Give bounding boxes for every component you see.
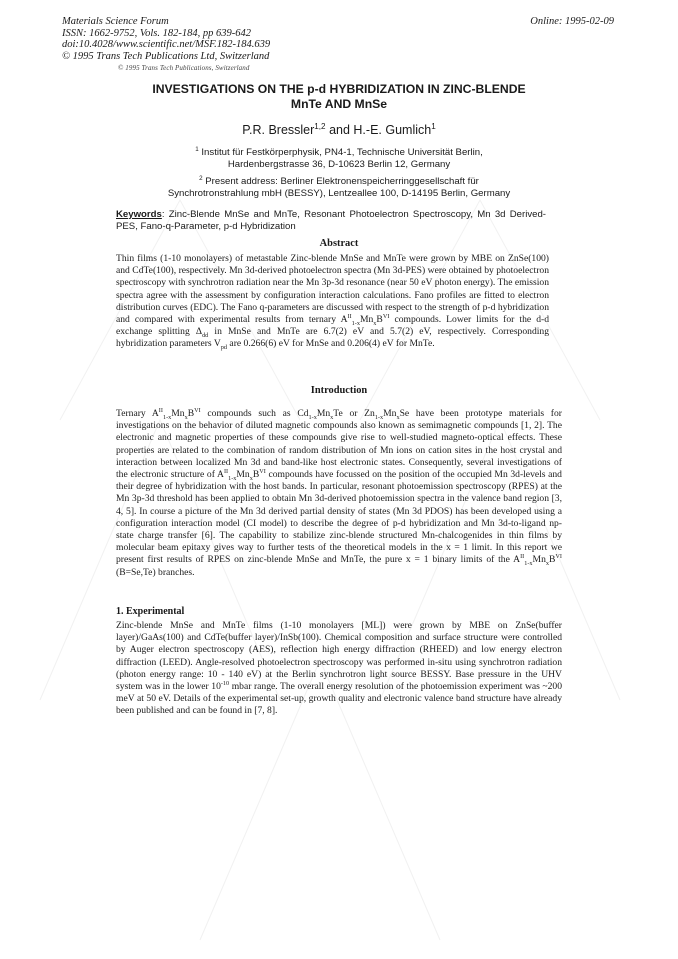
affil-2-sup: 2 (199, 174, 203, 182)
experimental-part-1: Zinc-blende MnSe and MnTe films (1-10 monolayers [ML]) were grown by MBE on ZnSe(buffer layer)/GaAs(100) and CdTe(buffer layer)/InSb(100). Chemical composition and surface structure were controlled by Auger electron spectroscopy (AES), reflection high energy diffraction (RHEED) and low energy electron diffraction (LEED). Angle-resolved photoelectron spectroscopy was performed in-situ using synchrotron radiation (photon energy range: 10 - 140 eV) at the Berlin synchrotron light source BESSY. Base pressure in the UHV system was in the lower (116, 620, 562, 693)
author-2-sup: 1 (431, 121, 436, 131)
abstract-part-3: in MnSe and MnTe are 6.7(2) eV and 5.7(2) eV, respectively. Corresponding hybridization parameters (116, 326, 549, 350)
experimental-exp-base: 10 (211, 681, 221, 693)
affil-1-line-1: Institut für Festkörperphysik, PN4-1, Technische Universität Berlin, (201, 147, 483, 158)
abstract-heading: Abstract (319, 238, 359, 249)
abstract-part-4: are 0.266(6) eV for MnSe and 0.206(4) eV for MnTe. (227, 338, 435, 350)
affil-1-sup: 1 (195, 145, 199, 153)
title-line-2: MnTe AND MnSe (290, 97, 388, 111)
experimental-text (116, 620, 562, 718)
affil-2-line-2: Synchrotronstrahlung mbH (BESSY), Lentzeallee 100, D-14195 Berlin, Germany (167, 188, 511, 200)
keywords-label: Keywords (116, 209, 162, 220)
affiliation-2 (100, 176, 578, 201)
issn: ISSN: 1662-9752, Vols. 182-184, pp 639-642 (62, 27, 251, 39)
experimental-part-2: mbar range. The overall energy resolution of the photoemission experiment was ~200 meV at 50 eV. Details of the experimental set-up, growth quality and electronic valence band structure have already been published and can be found in [7, 8]. (116, 681, 562, 717)
abstract-text: Thin films (1-10 monolayers) of metastable Zinc-blende MnSe and MnTe were grown by MBE on ZnSe(100) and CdTe(100), respectively. Mn 3d-derived photoelectron spectra (Mn 3d-PES) were obtained by photoelectron spectroscopy with synchrotron radiation near the Mn 3p-3d resonance (near 50 eV photon energy). The emission spectra agree with the assessment by configuration interaction calculations. Fano profiles are fitted to electron distribution curves (EDC). The Fano q-parameters are discussed with respect to the strength of p-d hybridization and compared with experimental results from ternary $A^{II}_{1-x}Mn_xB^{VI}$ compounds. Lower limits for the d-d exchange splitting $\Delta_{dd}$ in MnSe and MnTe are 6.7(2) eV and 5.7(2) eV, respectively. Corresponding hybridization parameters $V_{pd}$ are 0.266(6) eV for MnSe and 0.206(4) eV for MnTe. (116, 253, 549, 352)
keywords (116, 209, 546, 234)
intro-part-3: or (342, 408, 365, 419)
journal-meta (62, 16, 270, 62)
intro-part-2: compounds such as (200, 408, 298, 419)
affil-2-line-1: Present address: Berliner Elektronenspeicherringgesellschaft für (205, 176, 479, 187)
experimental-exp: -10 (220, 679, 230, 687)
intro-part-5: compounds have focussed on the position of the occupied Mn 3d-levels and their degree of hybridization with the host bands. In particular, resonant photoemission spectroscopy (RPES) at the Mn 3p-3d threshold has been applied to obtain Mn 3d-derived photoemission spectra in the valence band region [3, 4, 5]. In course a picture of the Mn 3d derived partial density of states (Mn 3d PDOS) has been developed using a configuration interaction model (CI model) to describe the degree of p-d hybridization and Mn 3d-to-ligand np-state charge transfer [6]. The capability to stabilize zinc-blende structured Mn-chalcogenides in thin films by molecular beam epitaxy gives way to further tests of the theoretical models in the x = 1 limit. In this report we present first results of RPES on zinc-blende MnSe and MnTe, the pure x = 1 binary limits of the (116, 469, 562, 566)
online-date: Online: 1995-02-09 (530, 16, 614, 27)
author-2: H.-E. Gumlich (353, 123, 432, 137)
experimental-heading: 1. Experimental (116, 606, 185, 617)
intro-part-1: Ternary (116, 408, 152, 419)
abstract-part-1: Thin films (1-10 monolayers) of metastable Zinc-blende MnSe and MnTe were grown by MBE on ZnSe(100) and CdTe(100), respectively. Mn 3d-derived photoelectron spectra (Mn 3d-PES) were obtained by photoelectron spectroscopy with synchrotron radiation near the Mn 3p-3d resonance (near 50 eV photon energy). The emission spectra agree with the assessment by configuration interaction calculations. Fano profiles are fitted to electron distribution curves (EDC). The Fano q-parameters are discussed with respect to the strength of p-d hybridization and compared with experimental results from ternary (116, 253, 549, 326)
paper-title (100, 82, 578, 112)
doi-link[interactable]: doi:10.4028/www.scientific.net/MSF.182-184.639 (62, 39, 271, 51)
introduction-heading: Introduction (310, 385, 368, 396)
authors-and: and (329, 123, 350, 137)
intro-part-6: (B=Se,Te) branches. (116, 566, 195, 578)
affiliation-1 (100, 147, 578, 172)
authors (100, 123, 578, 137)
author-1: P.R. Bressler (242, 123, 315, 137)
journal-name: Materials Science Forum (62, 16, 169, 27)
keywords-text: : Zinc-Blende MnSe and MnTe, Resonant Photoelectron Spectroscopy, Mn 3d Derived-PES, Fano-q-Parameter, p-d Hybridization (116, 209, 546, 233)
intro-part-4: have been prototype materials for investigations on the behavior of diluted magnetic compounds also known as semimagnetic compounds [1, 2]. The electronic and magnetic properties of these compounds give rise to well-studied magneto-optical effects. These properties are related to the combination of random distribution of Mn ions on cation sites in the host crystal and interaction between localized Mn 3d and band-like host electronic states. Consequently, several investigations of the electronic structure of (116, 408, 562, 481)
copyright: © 1995 Trans Tech Publications Ltd, Switzerland (62, 50, 270, 62)
title-line-1: INVESTIGATIONS ON THE p-d HYBRIDIZATION IN ZINC-BLENDE (152, 82, 526, 96)
introduction-text: Ternary $A^{II}_{1-x}Mn_xB^{VI}$ compounds such as $Cd_{1-x}Mn_xTe$ or $Zn_{1-x}Mn_xSe$ have been prototype materials for investigations on the behavior of diluted magnetic compounds also known as semimagnetic compounds [1, 2]. The electronic and magnetic properties of these compounds give rise to well-studied magneto-optical effects. These properties are related to the combination of random distribution of Mn ions on cation sites in the host crystal and interaction between localized Mn 3d and band-like host electronic states. Consequently, several investigations of the electronic structure of $A^{II}_{1-x}Mn_xB^{VI}$ compounds have focussed on the position of the occupied Mn 3d-levels and their degree of hybridization with the host bands. In particular, resonant photoemission spectroscopy (RPES) at the Mn 3p-3d threshold has been applied to obtain Mn 3d-derived photoemission spectra in the valence band region [3, 4, 5]. In course a picture of the Mn 3d derived partial density of states (Mn 3d PDOS) has been developed using a configuration interaction model (CI model) to describe the degree of p-d hybridization and Mn 3d-to-ligand np-state charge transfer [6]. The capability to stabilize zinc-blende structured Mn-chalcogenides in thin films by molecular beam epitaxy gives way to further tests of the theoretical models in the x = 1 limit. In this report we present first results of RPES on zinc-blende MnSe and MnTe, the pure x = 1 binary limits of the $A^{II}_{1-x}Mn_xB^{VI}$ (B=Se,Te) branches. (116, 406, 562, 578)
affil-1-line-2: Hardenbergstrasse 36, D-10623 Berlin 12, Germany (227, 159, 451, 171)
abstract-part-2: compounds. Lower limits for the d-d exchange splitting (116, 314, 549, 338)
author-1-sup: 1,2 (314, 121, 326, 131)
copyright-small: © 1995 Trans Tech Publications, Switzerland (118, 64, 250, 72)
